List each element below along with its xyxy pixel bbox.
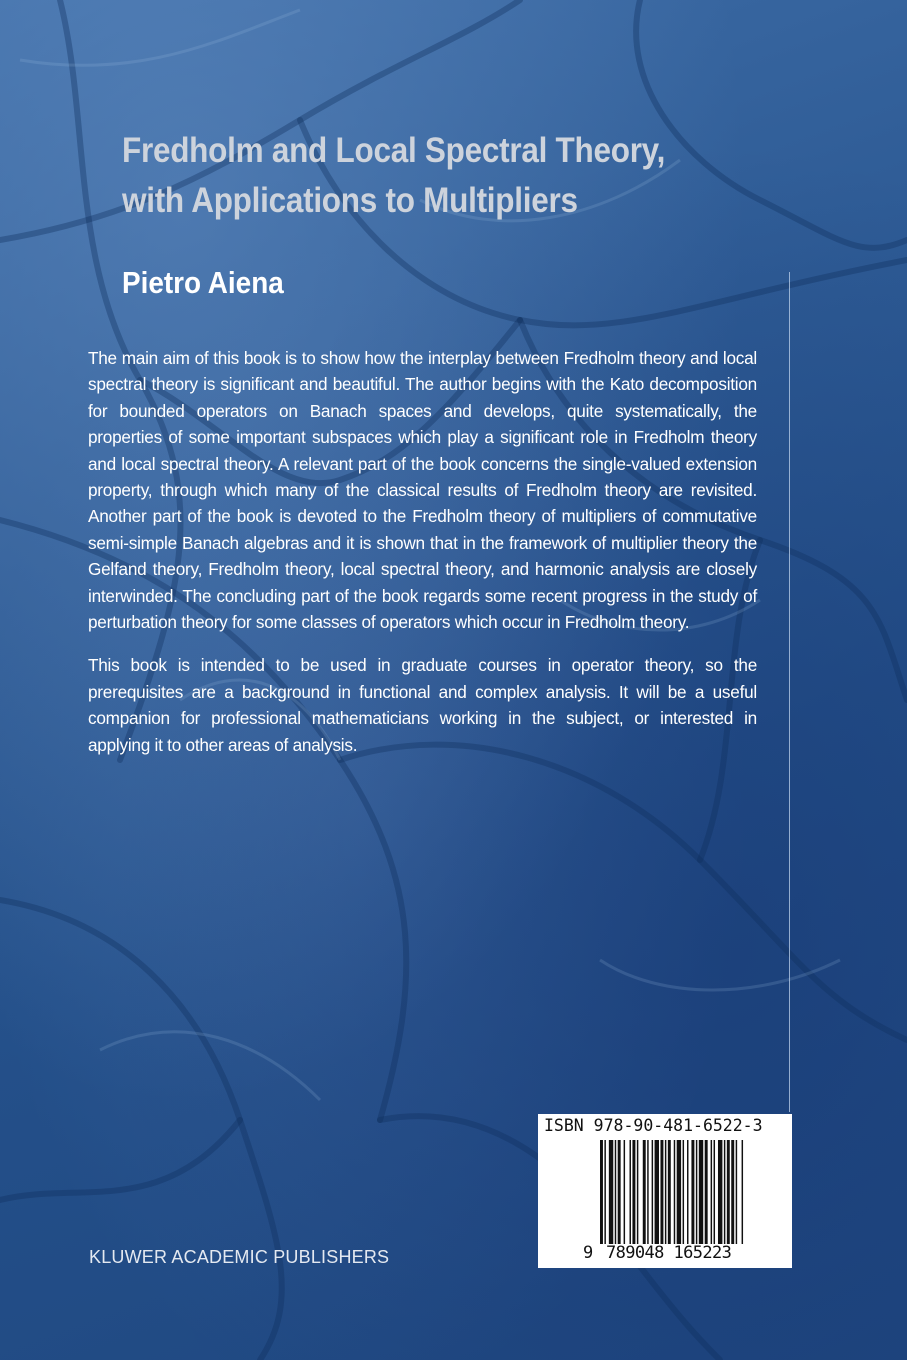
- barcode-bar-4: [618, 1140, 621, 1244]
- barcode-bar-9: [643, 1140, 646, 1244]
- description-paragraph-2: This book is intended to be used in graduate courses in operator theory, so the prerequisites are a background in functional and complex analysis. It will be a useful companion for professional mathematicians working in the subject, or interested in applying it to other areas of analysis.: [88, 655, 757, 755]
- barcode-bar-8: [637, 1140, 638, 1244]
- barcode-bar-23: [705, 1140, 708, 1244]
- barcode-bar-25: [714, 1140, 715, 1244]
- barcode-bar-26: [718, 1140, 722, 1244]
- barcode-bar-28: [727, 1140, 730, 1244]
- barcode-bar-22: [699, 1140, 703, 1244]
- barcode-bar-3: [615, 1140, 616, 1244]
- barcode-bar-19: [687, 1140, 688, 1244]
- barcode-bar-31: [742, 1140, 743, 1244]
- barcode-bar-20: [691, 1140, 694, 1244]
- vertical-divider-line: [789, 272, 790, 1112]
- barcode-bar-30: [736, 1140, 737, 1244]
- barcode-bar-11: [652, 1140, 653, 1244]
- barcode-bar-27: [724, 1140, 725, 1244]
- barcode-bar-14: [665, 1140, 666, 1244]
- barcode-bar-0: [600, 1140, 603, 1244]
- barcode-bar-1: [604, 1140, 605, 1244]
- barcode-bar-7: [632, 1140, 635, 1244]
- book-title-line-2: with Applications to Multipliers: [122, 181, 578, 220]
- barcode-bar-16: [674, 1140, 675, 1244]
- barcode-bar-10: [647, 1140, 648, 1244]
- ean-first-digit: 9: [583, 1243, 594, 1263]
- barcode-bar-5: [624, 1140, 625, 1244]
- isbn-barcode-box: [538, 1114, 792, 1268]
- barcode-bar-6: [629, 1140, 630, 1244]
- barcode-bar-24: [711, 1140, 712, 1244]
- barcode-bar-29: [731, 1140, 734, 1244]
- barcode-bar-12: [655, 1140, 659, 1244]
- barcode-bar-21: [696, 1140, 697, 1244]
- barcode-bar-2: [609, 1140, 613, 1244]
- description-paragraph-1: The main aim of this book is to show how the interplay between Fredholm theory and local spectral theory is significant and beautiful. The author begins with the Kato decomposition for bounded operators on Banach spaces and develops, quite systematically, the properties of some important subspaces which play a significant role in Fredholm theory and local spectral theory. A relevant part of the book concerns the single-valued extension property, through which many of the classical results of Fredholm theory are revisited. Another part of the book is devoted to the Fredholm theory of multipliers of commutative semi-simple Banach algebras and it is shown that in the framework of multiplier theory the Gelfand theory, Fredholm theory, local spectral theory, and harmonic analysis are closely interwinded. The concluding part of the book regards some recent progress in the study of perturbation theory for some classes of operators which occur in Fredholm theory.: [88, 348, 757, 633]
- barcode-bar-15: [668, 1140, 671, 1244]
- barcode-bars: [600, 1140, 746, 1244]
- book-description: [88, 345, 757, 775]
- barcode-bar-13: [660, 1140, 663, 1244]
- ean-digits: 789048 165223: [606, 1243, 732, 1263]
- isbn-label: ISBN 978-90-481-6522-3: [544, 1116, 763, 1135]
- book-title: [122, 126, 770, 226]
- book-title-line-1: Fredholm and Local Spectral Theory,: [122, 131, 666, 170]
- barcode-bar-18: [683, 1140, 684, 1244]
- publisher-name: KLUWER ACADEMIC PUBLISHERS: [89, 1247, 390, 1267]
- author-name: Pietro Aiena: [122, 265, 284, 300]
- barcode-bar-17: [677, 1140, 681, 1244]
